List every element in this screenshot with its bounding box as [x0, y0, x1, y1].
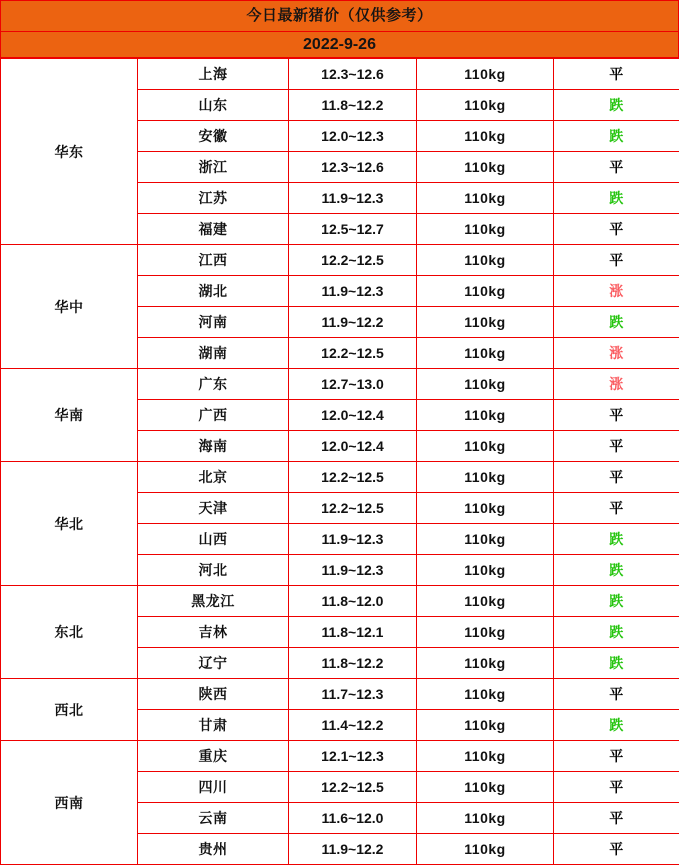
province-cell: 贵州: [138, 834, 289, 865]
price-cell: 12.5~12.7: [289, 214, 417, 245]
province-cell: 广东: [138, 369, 289, 400]
price-cell: 11.9~12.2: [289, 834, 417, 865]
province-cell: 海南: [138, 431, 289, 462]
table-row: [1, 679, 679, 710]
table-row: [1, 462, 679, 493]
price-cell: 11.7~12.3: [289, 679, 417, 710]
region-cell: 西北: [1, 679, 138, 741]
trend-cell: 平: [554, 803, 679, 834]
province-cell: 江苏: [138, 183, 289, 214]
report-date: 2022-9-26: [0, 31, 679, 58]
province-cell: 黑龙江: [138, 586, 289, 617]
trend-cell: 跌: [554, 307, 679, 338]
price-cell: 12.2~12.5: [289, 772, 417, 803]
price-cell: 11.9~12.3: [289, 524, 417, 555]
trend-cell: 平: [554, 741, 679, 772]
province-cell: 湖北: [138, 276, 289, 307]
trend-cell: 平: [554, 400, 679, 431]
weight-cell: 110kg: [417, 338, 554, 369]
trend-cell: 跌: [554, 183, 679, 214]
trend-cell: 跌: [554, 524, 679, 555]
trend-cell: 平: [554, 493, 679, 524]
trend-cell: 平: [554, 431, 679, 462]
price-cell: 11.6~12.0: [289, 803, 417, 834]
weight-cell: 110kg: [417, 90, 554, 121]
weight-cell: 110kg: [417, 121, 554, 152]
weight-cell: 110kg: [417, 400, 554, 431]
region-cell: 华南: [1, 369, 138, 462]
trend-cell: 平: [554, 834, 679, 865]
price-cell: 12.0~12.4: [289, 400, 417, 431]
province-cell: 浙江: [138, 152, 289, 183]
price-cell: 12.2~12.5: [289, 338, 417, 369]
table-row: [1, 741, 679, 772]
trend-cell: 跌: [554, 555, 679, 586]
trend-cell: 平: [554, 214, 679, 245]
weight-cell: 110kg: [417, 586, 554, 617]
province-cell: 陕西: [138, 679, 289, 710]
region-cell: 西南: [1, 741, 138, 865]
province-cell: 云南: [138, 803, 289, 834]
price-cell: 12.0~12.3: [289, 121, 417, 152]
weight-cell: 110kg: [417, 59, 554, 90]
trend-cell: 涨: [554, 338, 679, 369]
price-cell: 12.0~12.4: [289, 431, 417, 462]
weight-cell: 110kg: [417, 245, 554, 276]
region-cell: 华北: [1, 462, 138, 586]
weight-cell: 110kg: [417, 555, 554, 586]
table-row: [1, 59, 679, 90]
weight-cell: 110kg: [417, 152, 554, 183]
province-cell: 甘肃: [138, 710, 289, 741]
province-cell: 天津: [138, 493, 289, 524]
region-cell: 东北: [1, 586, 138, 679]
price-cell: 12.2~12.5: [289, 493, 417, 524]
price-cell: 12.2~12.5: [289, 462, 417, 493]
trend-cell: 平: [554, 245, 679, 276]
trend-cell: 跌: [554, 617, 679, 648]
price-cell: 12.3~12.6: [289, 152, 417, 183]
province-cell: 上海: [138, 59, 289, 90]
trend-cell: 跌: [554, 710, 679, 741]
price-cell: 11.9~12.3: [289, 183, 417, 214]
province-cell: 山东: [138, 90, 289, 121]
trend-cell: 平: [554, 679, 679, 710]
price-cell: 12.1~12.3: [289, 741, 417, 772]
province-cell: 江西: [138, 245, 289, 276]
weight-cell: 110kg: [417, 679, 554, 710]
province-cell: 福建: [138, 214, 289, 245]
weight-cell: 110kg: [417, 710, 554, 741]
weight-cell: 110kg: [417, 369, 554, 400]
trend-cell: 跌: [554, 648, 679, 679]
trend-cell: 平: [554, 772, 679, 803]
province-cell: 吉林: [138, 617, 289, 648]
price-cell: 11.8~12.2: [289, 648, 417, 679]
weight-cell: 110kg: [417, 493, 554, 524]
trend-cell: 跌: [554, 586, 679, 617]
region-cell: 华中: [1, 245, 138, 369]
price-cell: 11.9~12.2: [289, 307, 417, 338]
price-cell: 12.2~12.5: [289, 245, 417, 276]
province-cell: 安徽: [138, 121, 289, 152]
province-cell: 重庆: [138, 741, 289, 772]
trend-cell: 跌: [554, 90, 679, 121]
price-cell: 11.8~12.1: [289, 617, 417, 648]
weight-cell: 110kg: [417, 741, 554, 772]
weight-cell: 110kg: [417, 524, 554, 555]
province-cell: 广西: [138, 400, 289, 431]
trend-cell: 平: [554, 462, 679, 493]
price-cell: 12.3~12.6: [289, 59, 417, 90]
trend-cell: 平: [554, 152, 679, 183]
table-row: [1, 369, 679, 400]
weight-cell: 110kg: [417, 307, 554, 338]
weight-cell: 110kg: [417, 772, 554, 803]
weight-cell: 110kg: [417, 834, 554, 865]
trend-cell: 涨: [554, 276, 679, 307]
weight-cell: 110kg: [417, 648, 554, 679]
province-cell: 山西: [138, 524, 289, 555]
page-title: 今日最新猪价（仅供参考）: [0, 0, 679, 31]
trend-cell: 跌: [554, 121, 679, 152]
price-cell: 11.9~12.3: [289, 555, 417, 586]
table-row: [1, 586, 679, 617]
province-cell: 河南: [138, 307, 289, 338]
weight-cell: 110kg: [417, 431, 554, 462]
trend-cell: 平: [554, 59, 679, 90]
trend-cell: 涨: [554, 369, 679, 400]
price-cell: 11.8~12.2: [289, 90, 417, 121]
province-cell: 北京: [138, 462, 289, 493]
province-cell: 四川: [138, 772, 289, 803]
weight-cell: 110kg: [417, 803, 554, 834]
weight-cell: 110kg: [417, 462, 554, 493]
price-cell: 11.8~12.0: [289, 586, 417, 617]
province-cell: 湖南: [138, 338, 289, 369]
weight-cell: 110kg: [417, 617, 554, 648]
price-cell: 11.4~12.2: [289, 710, 417, 741]
region-cell: 华东: [1, 59, 138, 245]
province-cell: 辽宁: [138, 648, 289, 679]
weight-cell: 110kg: [417, 214, 554, 245]
price-cell: 11.9~12.3: [289, 276, 417, 307]
table-row: [1, 245, 679, 276]
weight-cell: 110kg: [417, 276, 554, 307]
weight-cell: 110kg: [417, 183, 554, 214]
price-cell: 12.7~13.0: [289, 369, 417, 400]
price-table: [0, 58, 679, 865]
province-cell: 河北: [138, 555, 289, 586]
